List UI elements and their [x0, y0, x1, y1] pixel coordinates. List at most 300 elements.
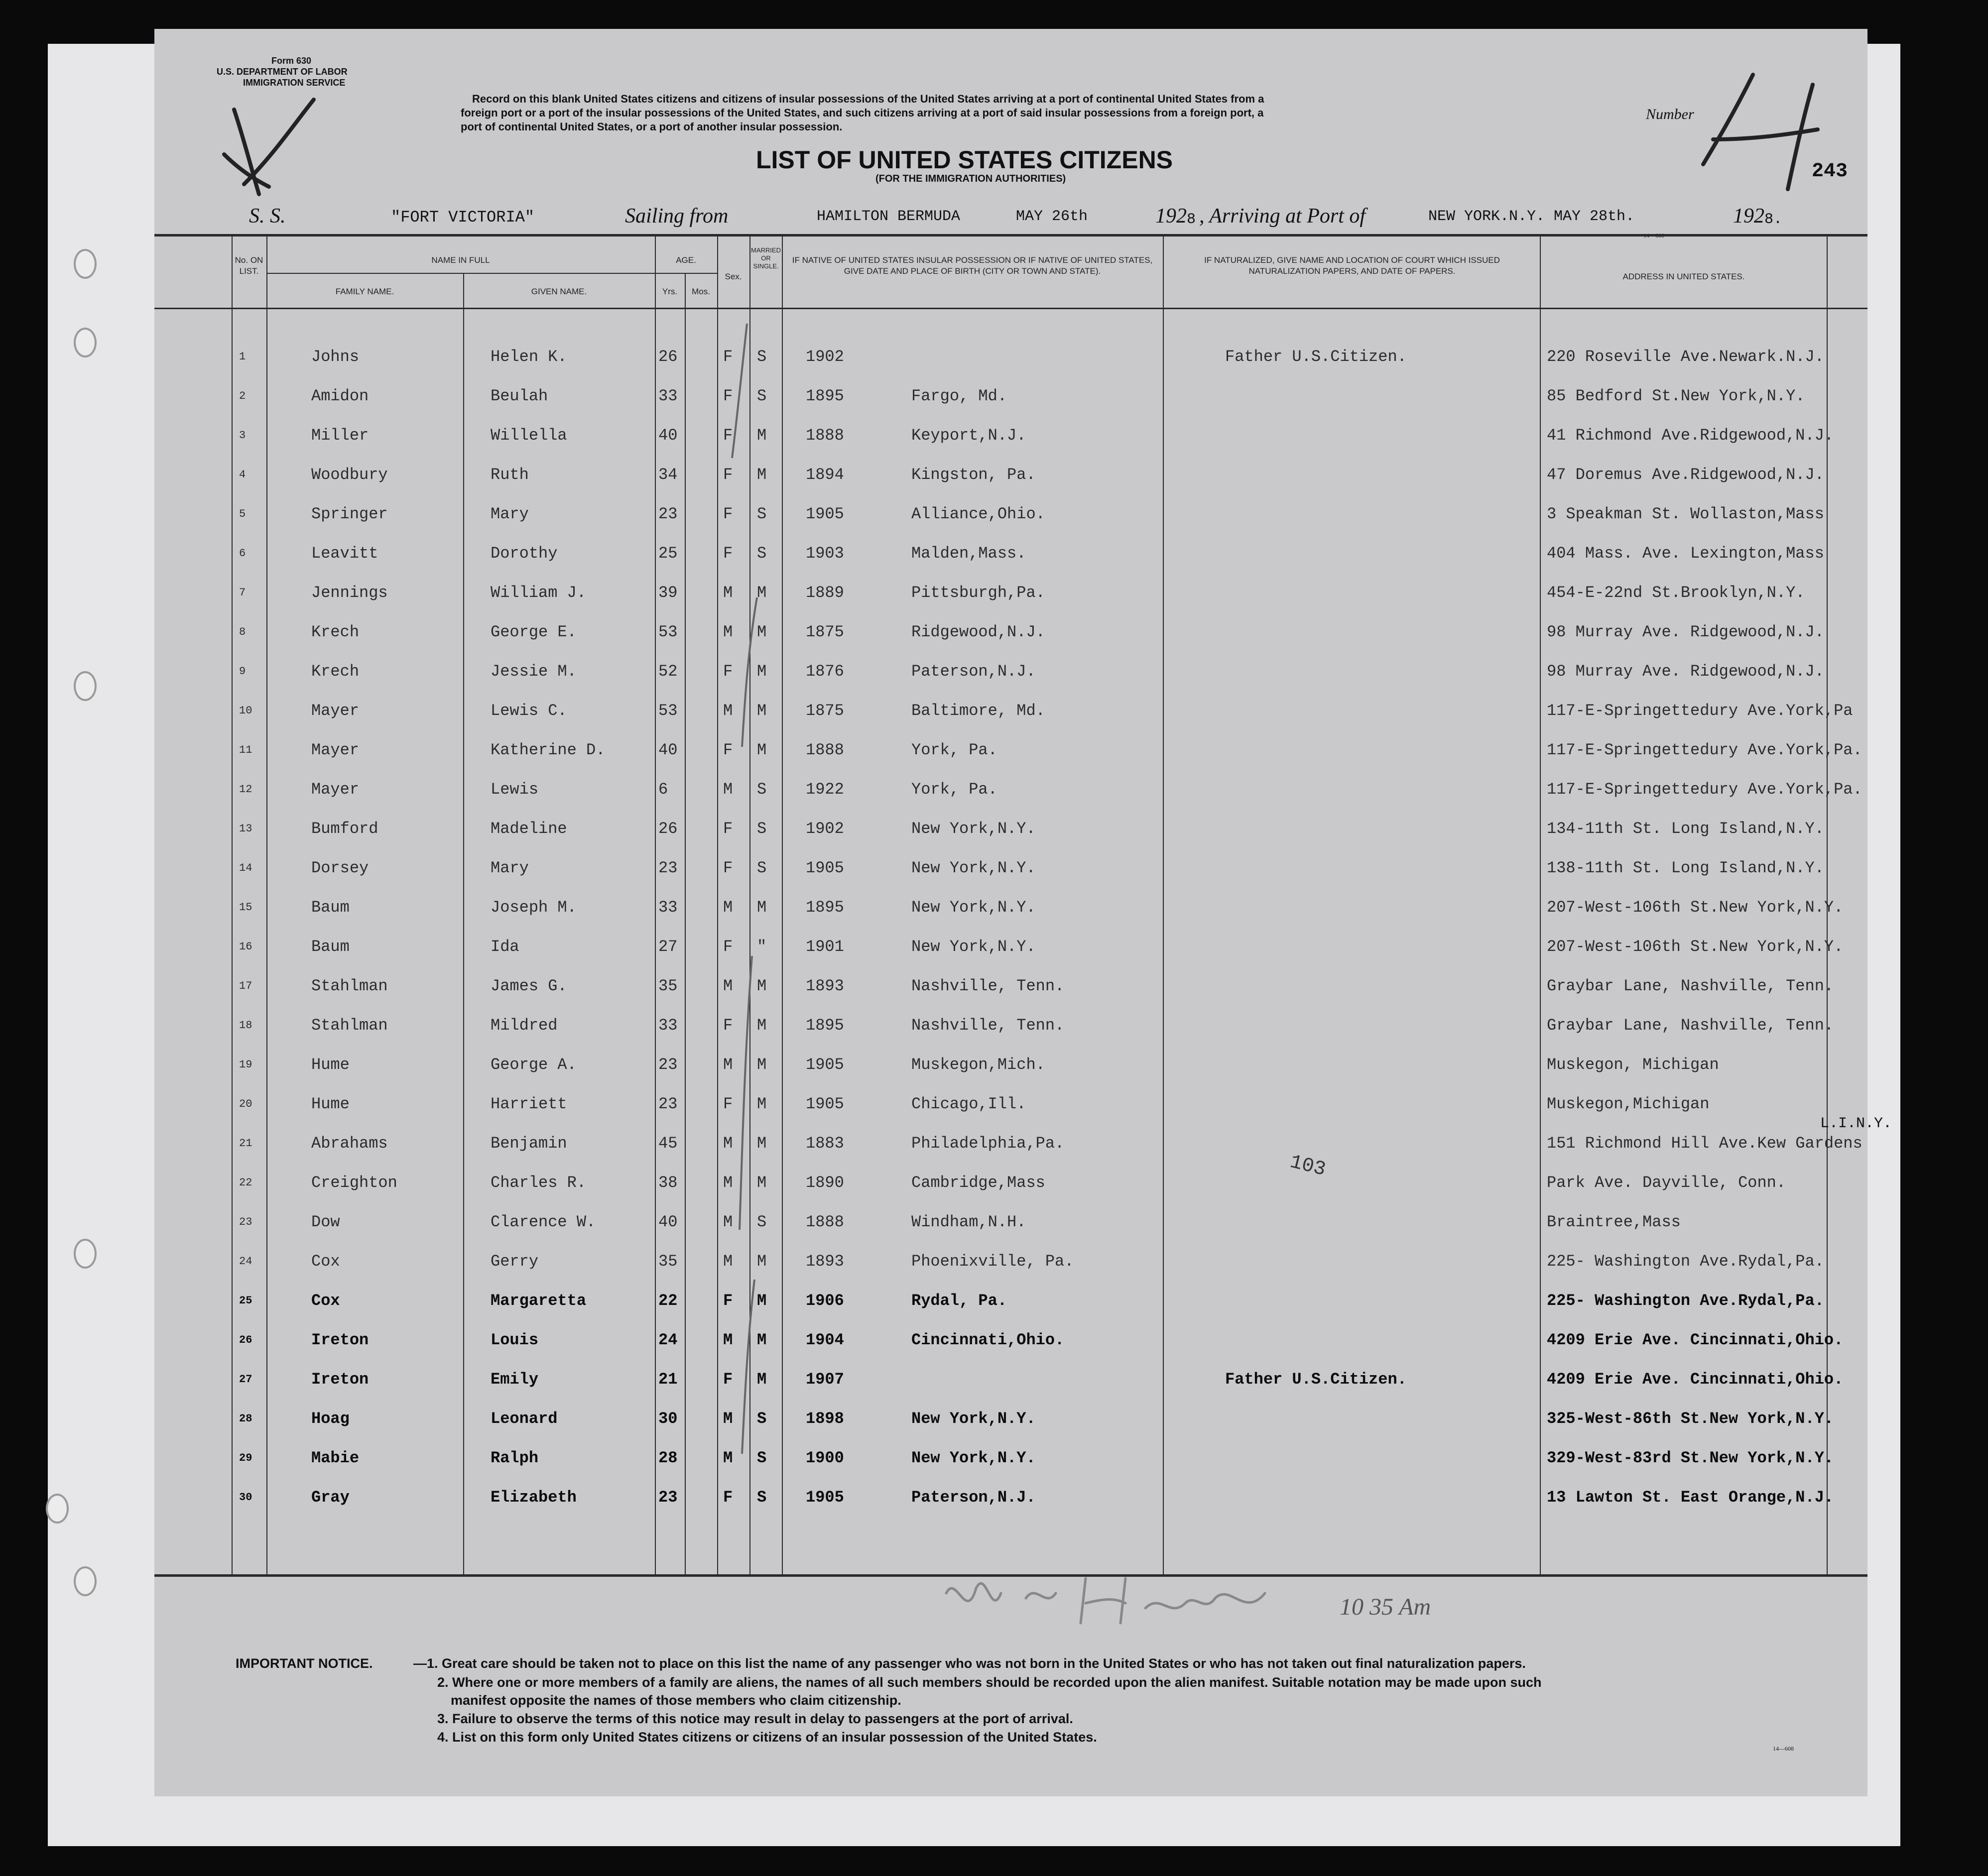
- record-instruction-3: port of continental United States, or a port of another insular possession.: [461, 120, 843, 133]
- page-number: 243: [1812, 160, 1848, 183]
- address-cell: 4209 Erie Ave. Cincinnati,Ohio.: [1547, 1370, 1844, 1389]
- sex-cell: M: [723, 1055, 733, 1074]
- birth-year-cell: 1895: [806, 898, 844, 917]
- service: IMMIGRATION SERVICE: [243, 78, 346, 88]
- given-name-cell: Mildred: [491, 1016, 558, 1035]
- sex-cell: M: [723, 1213, 733, 1231]
- table-row: [154, 1401, 1867, 1440]
- address-cell: 404 Mass. Ave. Lexington,Mass: [1547, 544, 1824, 563]
- table-row: [154, 1125, 1867, 1165]
- table-row: [154, 614, 1867, 653]
- birth-year-cell: 1895: [806, 387, 844, 405]
- record-instruction-1: Record on this blank United States citizens and citizens of insular possessions of the United States arriving at a port of continental United States from a: [472, 93, 1264, 105]
- sex-cell: F: [723, 1370, 733, 1389]
- age-years-cell: 33: [658, 898, 678, 917]
- family-name-cell: Dorsey: [311, 859, 369, 877]
- birth-place-cell: New York,N.Y.: [911, 820, 1036, 838]
- family-name-cell: Leavitt: [311, 544, 378, 563]
- marital-status-cell: M: [757, 1291, 767, 1310]
- age-subrule: [655, 273, 717, 274]
- handwritten-mark: [214, 95, 339, 199]
- age-years-cell: 35: [658, 1252, 678, 1271]
- year-suffix-2: 8.: [1764, 211, 1783, 228]
- birth-place-cell: Baltimore, Md.: [911, 702, 1045, 720]
- sex-cell: F: [723, 1095, 733, 1113]
- table-row: [154, 1047, 1867, 1086]
- birth-place-cell: Pittsburgh,Pa.: [911, 584, 1045, 602]
- marital-status-cell: S: [757, 348, 767, 366]
- address-cell: 134-11th St. Long Island,N.Y.: [1547, 820, 1824, 838]
- birth-place-cell: Phoenixville, Pa.: [911, 1252, 1074, 1271]
- given-name-cell: George A.: [491, 1055, 577, 1074]
- family-name-cell: Amidon: [311, 387, 369, 405]
- sex-cell: M: [723, 1134, 733, 1153]
- table-top-rule: [154, 234, 1867, 236]
- punch-hole: [74, 671, 97, 701]
- col-header-married: MARRIED OR SINGLE.: [751, 246, 781, 270]
- family-name-cell: Bumford: [311, 820, 378, 838]
- age-years-cell: 33: [658, 1016, 678, 1035]
- record-instruction-2: foreign port or a port of the insular possessions of the United States, and such citizens arriving at a port of said insular possessions from a foreign port, a: [461, 107, 1264, 119]
- col-header-no: No. ON LIST.: [235, 255, 263, 276]
- address-cell: 225- Washington Ave.Rydal,Pa.: [1547, 1252, 1824, 1271]
- sex-cell: F: [723, 938, 733, 956]
- sex-cell: M: [723, 977, 733, 995]
- given-name-cell: Lewis C.: [491, 702, 567, 720]
- age-years-cell: 26: [658, 348, 678, 366]
- table-row: [154, 1204, 1867, 1243]
- address-cell: 13 Lawton St. East Orange,N.J.: [1547, 1488, 1834, 1507]
- family-name-cell: Cox: [311, 1252, 340, 1271]
- notice-item-4: 4. List on this form only United States citizens or citizens of an insular possession of the United States.: [437, 1730, 1097, 1745]
- family-name-cell: Ireton: [311, 1370, 369, 1389]
- given-name-cell: Charles R.: [491, 1173, 587, 1192]
- birth-place-cell: Windham,N.H.: [911, 1213, 1026, 1231]
- address-cell: 151 Richmond Hill Ave.Kew Gardens: [1547, 1134, 1863, 1153]
- birth-year-cell: 1905: [806, 505, 844, 523]
- annotation-liny: L.I.N.Y.: [1820, 1115, 1892, 1132]
- given-name-cell: Emily: [491, 1370, 539, 1389]
- age-years-cell: 38: [658, 1173, 678, 1192]
- given-name-cell: Helen K.: [491, 348, 567, 366]
- birth-year-cell: 1905: [806, 1055, 844, 1074]
- col-header-yrs: Yrs.: [662, 287, 678, 296]
- marital-status-cell: M: [757, 1370, 767, 1389]
- birth-place-cell: Kingston, Pa.: [911, 466, 1036, 484]
- birth-year-cell: 1893: [806, 977, 844, 995]
- marital-status-cell: M: [757, 466, 767, 484]
- address-cell: 117-E-Springettedury Ave.York,Pa.: [1547, 741, 1863, 759]
- sex-cell: F: [723, 820, 733, 838]
- birth-year-cell: 1922: [806, 780, 844, 799]
- table-row: [154, 771, 1867, 811]
- sex-cell: F: [723, 1488, 733, 1507]
- family-name-cell: Mayer: [311, 741, 360, 759]
- family-name-cell: Hoag: [311, 1409, 350, 1428]
- family-name-cell: Johns: [311, 348, 360, 366]
- given-name-cell: Leonard: [491, 1409, 558, 1428]
- form-number: Form 630: [271, 56, 312, 66]
- table-row: [154, 1361, 1867, 1401]
- row-number-cell: 16: [239, 940, 252, 953]
- sex-cell: F: [723, 387, 733, 405]
- table-row: [154, 693, 1867, 732]
- notice-item-2-cont: manifest opposite the names of those members who claim citizenship.: [451, 1693, 901, 1708]
- given-name-cell: Harriett: [491, 1095, 567, 1113]
- birth-year-cell: 1905: [806, 1095, 844, 1113]
- birth-place-cell: York, Pa.: [911, 780, 997, 799]
- address-cell: Muskegon,Michigan: [1547, 1095, 1710, 1113]
- sex-cell: F: [723, 348, 733, 366]
- col-header-naturalized: IF NATURALIZED, GIVE NAME AND LOCATION OF COURT WHICH ISSUED NATURALIZATION PAPERS, AND DATE OF PAPERS.: [1204, 255, 1500, 276]
- sex-cell: M: [723, 898, 733, 917]
- given-name-cell: Clarence W.: [491, 1213, 596, 1231]
- arrival-port-date: NEW YORK.N.Y. MAY 28th.: [1428, 208, 1635, 225]
- col-header-birth: IF NATIVE OF UNITED STATES INSULAR POSSESSION OR IF NATIVE OF UNITED STATES, GIVE DATE AND PLACE OF BIRTH (CITY OR TOWN AND STATE).: [792, 255, 1153, 276]
- col-header-sex: Sex.: [725, 272, 742, 281]
- age-years-cell: 34: [658, 466, 678, 484]
- col-header-name: NAME IN FULL: [431, 255, 490, 265]
- family-name-cell: Hume: [311, 1055, 350, 1074]
- given-name-cell: Katherine D.: [491, 741, 606, 759]
- col-header-age: AGE.: [676, 255, 696, 265]
- birth-place-cell: York, Pa.: [911, 741, 997, 759]
- row-number-cell: 18: [239, 1019, 252, 1032]
- depart-date: MAY 26th: [1016, 208, 1088, 225]
- table-row: [154, 1440, 1867, 1479]
- table-row: [154, 1479, 1867, 1519]
- table-row: [154, 889, 1867, 929]
- given-name-cell: James G.: [491, 977, 567, 995]
- birth-place-cell: New York,N.Y.: [911, 1409, 1036, 1428]
- age-years-cell: 40: [658, 1213, 678, 1231]
- age-years-cell: 27: [658, 938, 678, 956]
- row-number-cell: 4: [239, 469, 246, 481]
- marital-status-cell: M: [757, 977, 767, 995]
- naturalization-cell: Father U.S.Citizen.: [1225, 348, 1407, 366]
- row-number-cell: 11: [239, 744, 252, 756]
- age-years-cell: 40: [658, 426, 678, 445]
- list-title: LIST OF UNITED STATES CITIZENS: [756, 146, 1173, 174]
- marital-status-cell: S: [757, 1213, 767, 1231]
- age-years-cell: 53: [658, 702, 678, 720]
- address-cell: Graybar Lane, Nashville, Tenn.: [1547, 1016, 1834, 1035]
- table-row: [154, 1322, 1867, 1361]
- birth-place-cell: Malden,Mass.: [911, 544, 1026, 563]
- given-name-cell: William J.: [491, 584, 587, 602]
- given-name-cell: Gerry: [491, 1252, 539, 1271]
- family-name-cell: Hume: [311, 1095, 350, 1113]
- sex-cell: M: [723, 584, 733, 602]
- given-name-cell: Margaretta: [491, 1291, 587, 1310]
- punch-hole: [74, 1239, 97, 1269]
- row-number-cell: 2: [239, 390, 246, 402]
- sex-cell: M: [723, 1449, 733, 1467]
- row-number-cell: 23: [239, 1216, 252, 1228]
- birth-year-cell: 1888: [806, 426, 844, 445]
- sex-cell: F: [723, 466, 733, 484]
- family-name-cell: Mabie: [311, 1449, 360, 1467]
- age-years-cell: 26: [658, 820, 678, 838]
- age-years-cell: 23: [658, 505, 678, 523]
- family-name-cell: Springer: [311, 505, 388, 523]
- address-cell: 225- Washington Ave.Rydal,Pa.: [1547, 1291, 1824, 1310]
- address-cell: 207-West-106th St.New York,N.Y.: [1547, 898, 1844, 917]
- marital-status-cell: M: [757, 1134, 767, 1153]
- family-name-cell: Jennings: [311, 584, 388, 602]
- family-name-cell: Abrahams: [311, 1134, 388, 1153]
- from-port: HAMILTON BERMUDA: [817, 208, 961, 225]
- address-cell: 117-E-Springettedury Ave.York,Pa: [1547, 702, 1853, 720]
- age-years-cell: 30: [658, 1409, 678, 1428]
- birth-place-cell: Keyport,N.J.: [911, 426, 1026, 445]
- birth-place-cell: New York,N.Y.: [911, 859, 1036, 877]
- arriving-label: , Arriving at Port of: [1199, 205, 1366, 228]
- marital-status-cell: M: [757, 584, 767, 602]
- sailing-from-label: Sailing from: [625, 205, 729, 228]
- notice-item-2: 2. Where one or more members of a family are aliens, the names of all such members should be recorded upon the alien manifest. Suitable notation may be made upon such: [437, 1675, 1542, 1690]
- address-cell: Graybar Lane, Nashville, Tenn.: [1547, 977, 1834, 995]
- age-years-cell: 53: [658, 623, 678, 641]
- birth-place-cell: Muskegon,Mich.: [911, 1055, 1045, 1074]
- row-number-cell: 19: [239, 1058, 252, 1071]
- marital-status-cell: M: [757, 1331, 767, 1349]
- birth-year-cell: 1875: [806, 702, 844, 720]
- age-years-cell: 40: [658, 741, 678, 759]
- address-cell: 3 Speakman St. Wollaston,Mass: [1547, 505, 1824, 523]
- notice-item-3: 3. Failure to observe the terms of this notice may result in delay to passengers at the port of arrival.: [437, 1711, 1073, 1726]
- row-number-cell: 12: [239, 783, 252, 796]
- age-years-cell: 23: [658, 859, 678, 877]
- naturalization-cell: Father U.S.Citizen.: [1225, 1370, 1407, 1389]
- marital-status-cell: S: [757, 859, 767, 877]
- address-cell: Muskegon, Michigan: [1547, 1055, 1719, 1074]
- table-row: [154, 339, 1867, 378]
- row-number-cell: 30: [239, 1491, 252, 1504]
- address-cell: Park Ave. Dayville, Conn.: [1547, 1173, 1786, 1192]
- punch-hole: [74, 1566, 97, 1596]
- birth-place-cell: Paterson,N.J.: [911, 1488, 1036, 1507]
- marital-status-cell: M: [757, 741, 767, 759]
- marital-status-cell: S: [757, 780, 767, 799]
- table-row: [154, 968, 1867, 1007]
- row-number-cell: 8: [239, 626, 246, 638]
- table-row: [154, 378, 1867, 417]
- birth-place-cell: New York,N.Y.: [911, 898, 1036, 917]
- age-years-cell: 39: [658, 584, 678, 602]
- age-years-cell: 21: [658, 1370, 678, 1389]
- family-name-cell: Miller: [311, 426, 369, 445]
- table-row: [154, 732, 1867, 771]
- table-row: [154, 1007, 1867, 1047]
- age-years-cell: 28: [658, 1449, 678, 1467]
- check-strokes: [717, 309, 777, 1573]
- punch-hole: [46, 1494, 69, 1524]
- sex-cell: F: [723, 505, 733, 523]
- row-number-cell: 9: [239, 665, 246, 678]
- sex-cell: F: [723, 741, 733, 759]
- sex-cell: M: [723, 702, 733, 720]
- given-name-cell: Mary: [491, 859, 529, 877]
- row-number-cell: 7: [239, 586, 246, 599]
- col-header-family: FAMILY NAME.: [335, 287, 394, 296]
- marital-status-cell: M: [757, 662, 767, 681]
- family-name-cell: Krech: [311, 623, 360, 641]
- address-cell: 85 Bedford St.New York,N.Y.: [1547, 387, 1805, 405]
- age-years-cell: 35: [658, 977, 678, 995]
- marital-status-cell: S: [757, 505, 767, 523]
- ship-name: "FORT VICTORIA": [391, 208, 535, 227]
- marital-status-cell: M: [757, 1055, 767, 1074]
- row-number-cell: 14: [239, 862, 252, 874]
- address-cell: 220 Roseville Ave.Newark.N.J.: [1547, 348, 1824, 366]
- address-cell: 41 Richmond Ave.Ridgewood,N.J.: [1547, 426, 1834, 445]
- row-number-cell: 28: [239, 1412, 252, 1425]
- table-row: [154, 929, 1867, 968]
- year-suffix-1: 8: [1187, 211, 1196, 228]
- table-row: [154, 811, 1867, 850]
- birth-year-cell: 1902: [806, 348, 844, 366]
- birth-place-cell: Fargo, Md.: [911, 387, 1007, 405]
- family-name-cell: Cox: [311, 1291, 340, 1310]
- sex-cell: F: [723, 426, 733, 445]
- sex-cell: M: [723, 1173, 733, 1192]
- birth-year-cell: 1876: [806, 662, 844, 681]
- marital-status-cell: M: [757, 1016, 767, 1035]
- table-row: [154, 1086, 1867, 1125]
- address-cell: 329-West-83rd St.New York,N.Y.: [1547, 1449, 1834, 1467]
- handwritten-number-mark: [1693, 65, 1823, 194]
- given-name-cell: Jessie M.: [491, 662, 577, 681]
- birth-year-cell: 1902: [806, 820, 844, 838]
- list-subtitle: (FOR THE IMMIGRATION AUTHORITIES): [875, 173, 1066, 184]
- marital-status-cell: S: [757, 820, 767, 838]
- birth-year-cell: 1894: [806, 466, 844, 484]
- age-years-cell: 22: [658, 1291, 678, 1310]
- row-number-cell: 24: [239, 1255, 252, 1268]
- notice-item-1: —1. Great care should be taken not to place on this list the name of any passenger who was not born in the United States or who has not taken out final naturalization papers.: [413, 1656, 1526, 1671]
- row-number-cell: 5: [239, 508, 246, 520]
- sex-cell: M: [723, 1252, 733, 1271]
- marital-status-cell: M: [757, 1095, 767, 1113]
- table-row: [154, 457, 1867, 496]
- birth-year-cell: 1890: [806, 1173, 844, 1192]
- sex-cell: M: [723, 1331, 733, 1349]
- birth-year-cell: 1900: [806, 1449, 844, 1467]
- age-years-cell: 23: [658, 1095, 678, 1113]
- birth-year-cell: 1898: [806, 1409, 844, 1428]
- birth-year-cell: 1905: [806, 859, 844, 877]
- birth-year-cell: 1906: [806, 1291, 844, 1310]
- address-cell: 117-E-Springettedury Ave.York,Pa.: [1547, 780, 1863, 799]
- sex-cell: F: [723, 1291, 733, 1310]
- table-row: [154, 535, 1867, 575]
- row-number-cell: 21: [239, 1137, 252, 1150]
- address-cell: 4209 Erie Ave. Cincinnati,Ohio.: [1547, 1331, 1844, 1349]
- family-name-cell: Creighton: [311, 1173, 397, 1192]
- birth-year-cell: 1889: [806, 584, 844, 602]
- ss-label: S. S.: [249, 205, 286, 228]
- family-name-cell: Krech: [311, 662, 360, 681]
- row-number-cell: 3: [239, 429, 246, 442]
- address-cell: 207-West-106th St.New York,N.Y.: [1547, 938, 1844, 956]
- family-name-cell: Mayer: [311, 780, 360, 799]
- birth-place-cell: Cambridge,Mass: [911, 1173, 1045, 1192]
- row-number-cell: 1: [239, 351, 246, 363]
- row-number-cell: 29: [239, 1452, 252, 1464]
- stamp-103: 103: [1287, 1151, 1328, 1182]
- birth-place-cell: Paterson,N.J.: [911, 662, 1036, 681]
- sex-cell: M: [723, 623, 733, 641]
- birth-place-cell: Nashville, Tenn.: [911, 977, 1065, 995]
- family-name-cell: Mayer: [311, 702, 360, 720]
- col-header-given: GIVEN NAME.: [531, 287, 587, 296]
- marital-status-cell: S: [757, 1409, 767, 1428]
- birth-place-cell: New York,N.Y.: [911, 938, 1036, 956]
- birth-place-cell: Cincinnati,Ohio.: [911, 1331, 1065, 1349]
- birth-year-cell: 1895: [806, 1016, 844, 1035]
- given-name-cell: Mary: [491, 505, 529, 523]
- marital-status-cell: S: [757, 544, 767, 563]
- table-row: [154, 575, 1867, 614]
- address-cell: 454-E-22nd St.Brooklyn,N.Y.: [1547, 584, 1805, 602]
- given-name-cell: Benjamin: [491, 1134, 567, 1153]
- handwritten-signature: [936, 1563, 1285, 1633]
- family-name-cell: Baum: [311, 898, 350, 917]
- marital-status-cell: M: [757, 623, 767, 641]
- sex-cell: F: [723, 1016, 733, 1035]
- row-number-cell: 15: [239, 901, 252, 914]
- given-name-cell: Ida: [491, 938, 519, 956]
- birth-year-cell: 1883: [806, 1134, 844, 1153]
- notice-label: IMPORTANT NOTICE.: [236, 1656, 373, 1671]
- birth-year-cell: 1903: [806, 544, 844, 563]
- given-name-cell: George E.: [491, 623, 577, 641]
- birth-year-cell: 1888: [806, 741, 844, 759]
- birth-year-cell: 1905: [806, 1488, 844, 1507]
- address-cell: 138-11th St. Long Island,N.Y.: [1547, 859, 1824, 877]
- row-number-cell: 26: [239, 1334, 252, 1346]
- row-number-cell: 6: [239, 547, 246, 560]
- table-row: [154, 1283, 1867, 1322]
- marital-status-cell: S: [757, 1488, 767, 1507]
- name-subrule: [266, 273, 655, 274]
- birth-place-cell: Rydal, Pa.: [911, 1291, 1007, 1310]
- marital-status-cell: ": [757, 938, 767, 956]
- row-number-cell: 25: [239, 1294, 252, 1307]
- birth-year-cell: 1893: [806, 1252, 844, 1271]
- family-name-cell: Woodbury: [311, 466, 388, 484]
- form-code-bottom: 14—608: [1773, 1745, 1794, 1752]
- birth-year-cell: 1901: [806, 938, 844, 956]
- family-name-cell: Dow: [311, 1213, 340, 1231]
- arrival-time: 10 35 Am: [1340, 1594, 1431, 1620]
- given-name-cell: Madeline: [491, 820, 567, 838]
- punch-hole: [74, 249, 97, 279]
- age-years-cell: 52: [658, 662, 678, 681]
- table-row: [154, 1165, 1867, 1204]
- row-number-cell: 20: [239, 1098, 252, 1110]
- age-years-cell: 24: [658, 1331, 678, 1349]
- sex-cell: F: [723, 544, 733, 563]
- year-prefix-1: 192: [1155, 205, 1187, 228]
- given-name-cell: Joseph M.: [491, 898, 577, 917]
- address-cell: 47 Doremus Ave.Ridgewood,N.J.: [1547, 466, 1824, 484]
- marital-status-cell: M: [757, 1252, 767, 1271]
- given-name-cell: Louis: [491, 1331, 539, 1349]
- address-cell: 98 Murray Ave. Ridgewood,N.J.: [1547, 662, 1824, 681]
- family-name-cell: Baum: [311, 938, 350, 956]
